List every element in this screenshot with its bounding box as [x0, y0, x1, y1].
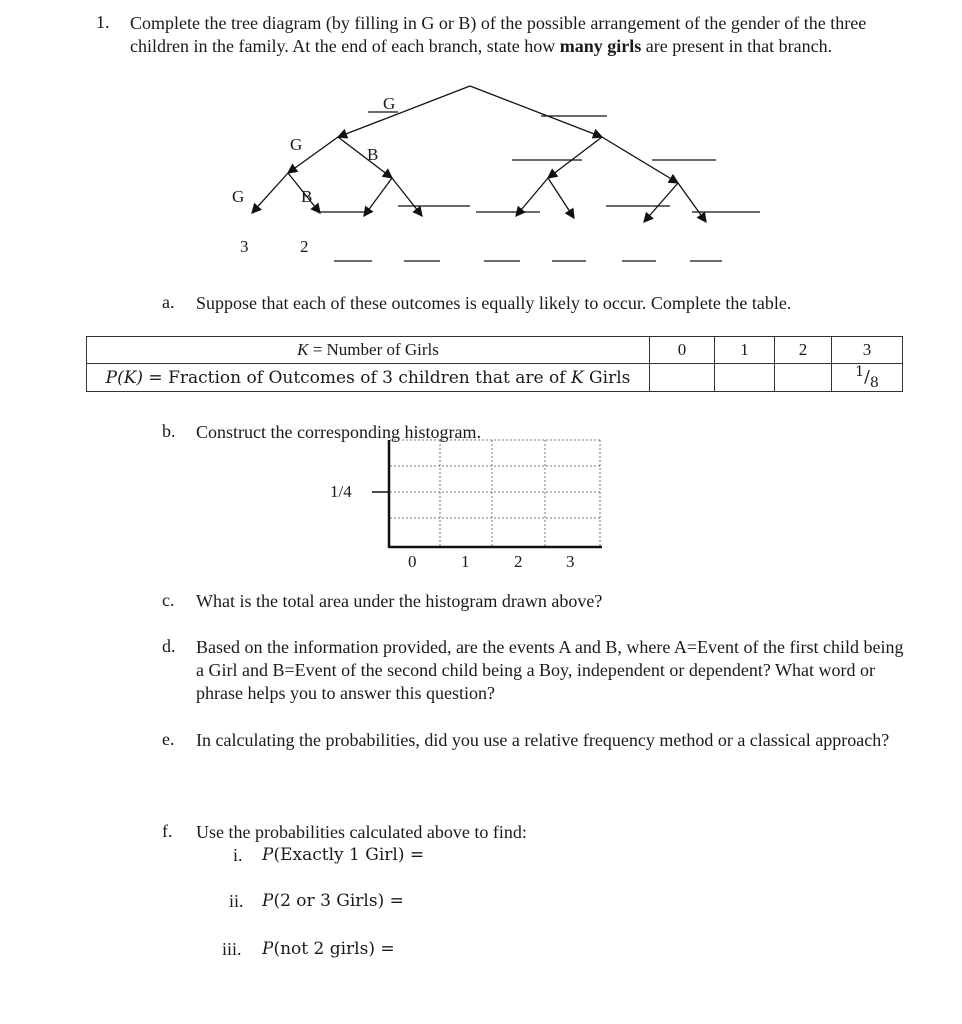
tree-branch — [678, 183, 706, 222]
table-row-pk — [87, 364, 903, 392]
part-f-item-2-text: (2 or 3 Girls) = — [273, 891, 404, 911]
part-f-item-3-expr: P(not 2 girls) = — [262, 939, 395, 959]
tree-label-g-level3: G — [232, 187, 245, 206]
p-value-1[interactable] — [715, 364, 775, 392]
k-value-1: 1 — [715, 337, 775, 364]
part-f-item-3-text: (not 2 girls) = — [273, 939, 395, 959]
var-pk: P(K) — [105, 367, 144, 388]
part-f-item-3-num: iii. — [222, 939, 242, 959]
tree-branch — [644, 183, 678, 222]
question-number: 1. — [96, 12, 110, 32]
part-f-item-1-expr: P(Exactly 1 Girl) = — [262, 845, 425, 865]
tree-count-2: 2 — [300, 237, 309, 256]
tree-branch — [338, 137, 392, 178]
p3-denominator: 8 — [869, 375, 879, 392]
tree-branch — [516, 178, 548, 216]
tree-diagram — [0, 0, 962, 300]
part-f-item-2-expr: P(2 or 3 Girls) = — [262, 891, 404, 911]
p-value-2[interactable] — [775, 364, 832, 392]
part-f-item-1-text: (Exactly 1 Girl) = — [273, 845, 425, 865]
part-c-label: c. — [162, 590, 175, 610]
probability-table — [86, 336, 903, 392]
part-d-text: Based on the information provided, are the events A and B, where A=Event of the first child being a Girl and B=Event of the second child being a Boy, independent or dependent? What word or phrase helps you to answer this question? — [196, 637, 904, 703]
table-header-pk — [87, 364, 650, 392]
k-value-0: 0 — [650, 337, 715, 364]
tree-count-1: 3 — [240, 237, 249, 256]
pk-tail: Girls — [583, 367, 631, 388]
k-desc: = Number of Girls — [308, 340, 439, 359]
part-c-text: What is the total area under the histogram drawn above? — [196, 591, 603, 611]
p-value-3: $^1/_8$ — [832, 364, 903, 392]
tree-branch — [338, 86, 470, 137]
part-f-item-2-num: ii. — [229, 891, 244, 911]
part-f-label: f. — [162, 821, 173, 841]
part-b-text: Construct the corresponding histogram. — [196, 422, 481, 442]
hist-y-tick-label: 1/4 — [330, 482, 352, 501]
table-header-k — [87, 337, 650, 364]
pk-desc: = Fraction of Outcomes of 3 children that are of — [143, 367, 571, 388]
tree-branch — [392, 178, 422, 216]
part-a-label: a. — [162, 292, 175, 312]
part-d-label: d. — [162, 636, 176, 656]
part-e-label: e. — [162, 729, 175, 749]
part-e-text: In calculating the probabilities, did you use a relative frequency method or a classical approach? — [196, 730, 890, 750]
hist-x-tick-2: 2 — [514, 552, 523, 571]
part-f-item-1-num: i. — [233, 845, 243, 865]
part-b-label: b. — [162, 421, 176, 441]
tree-branch — [548, 178, 574, 218]
table-row-k — [87, 337, 903, 364]
tree-branch — [364, 178, 392, 216]
part-a-text: Suppose that each of these outcomes is equally likely to occur. Complete the table. — [196, 293, 792, 313]
tree-branch — [252, 173, 288, 213]
hist-x-tick-3: 3 — [566, 552, 575, 571]
tree-branch — [548, 137, 602, 178]
p3-numerator: 1 — [855, 364, 865, 380]
question-text-post: are present in that branch. — [641, 36, 833, 56]
hist-x-tick-0: 0 — [408, 552, 417, 571]
tree-label-g-level2: G — [290, 135, 303, 154]
hist-x-tick-1: 1 — [461, 552, 470, 571]
tree-branch — [470, 86, 602, 137]
var-k2: K — [570, 367, 584, 388]
k-value-3: 3 — [832, 337, 903, 364]
var-k: K — [297, 340, 309, 359]
question-text-bold: many girls — [559, 36, 642, 56]
tree-label-b-level3: B — [301, 187, 313, 206]
part-f-text: Use the probabilities calculated above to find: — [196, 822, 527, 842]
tree-label-g-root: G — [383, 94, 396, 113]
question-text-pre: Complete the tree diagram (by filling in G or B) of the possible arrangement of the gender of the three children in the family. At the end of each branch, state how — [130, 13, 867, 56]
p-value-0[interactable] — [650, 364, 715, 392]
tree-label-b-level2: B — [367, 145, 379, 164]
k-value-2: 2 — [775, 337, 832, 364]
